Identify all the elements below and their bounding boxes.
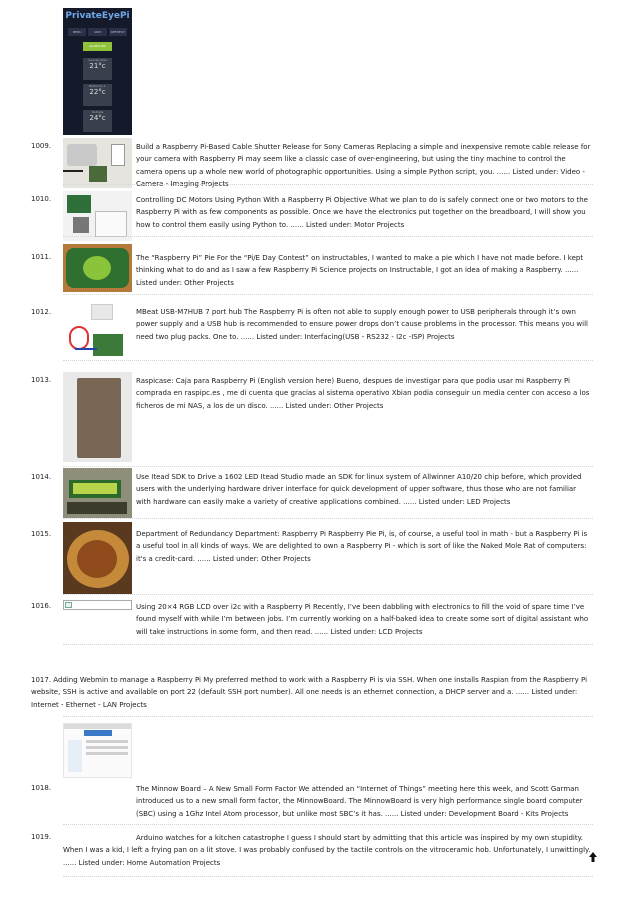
entry-number: 1012. [31,308,52,316]
divider [63,466,593,467]
entry-thumbnail [63,522,132,594]
entry-text: Use Itead SDK to Drive a 1602 LED Itead Studio made an SDK for linux system of Allwinner A10/20 chip before, which provided users with the underlying hardware driver interface for quick development of upper software, thus those who are not familiar with hardware can easily make a variety of creative applications combined. ...... Listed under: LED Projects [136,473,582,506]
zone-label: Bedroom 1 [89,84,106,88]
divider [63,644,593,645]
zone-temp: 22°c [89,88,106,96]
entry-thumbnail [63,138,132,188]
divider [63,518,593,519]
divider [63,184,593,185]
entry-text: Using 20×4 RGB LCD over i2c with a Raspberry Pi Recently, I’ve been dabbling with electronics to fill the void of spare time I’ve found myself with while I’m between jobs. I’m currently working on a half-baked idea to create some sort of digital assistant who will take instructions in some form, and then read. ...... Listed under: LCD Projects [136,603,589,636]
entry-number: 1011. [31,253,52,261]
refresh-button: REFRESH [109,28,127,36]
scroll-to-top-icon[interactable] [588,851,598,863]
divider [63,236,593,237]
zone-label: Outside [91,110,104,114]
entry-number: 1017. [31,676,52,684]
divider [63,360,593,361]
entry-text: MBeat USB-M7HUB 7 port hub The Raspberry Pi is often not able to supply enough power to USB peripherals through it’s own power supply and a USB hub is recommended to ensure power drops don’t cause problems in the processor. This means you will need two plug packs. One to. ...... Listed under: Interfacing(USB - RS232 - I2c -ISP) Projects [136,308,588,341]
zone-temp: 21°c [89,62,106,70]
entry-number: 1016. [31,602,52,610]
divider [63,594,593,595]
entry-thumbnail [63,372,132,462]
entry-text: Adding Webmin to manage a Raspberry Pi My preferred method to work with a Raspberry Pi is via SSH. When one installs Raspian from the Raspberry Pi website, SSH is active and available on port 22 (default SSH port number). All one needs is an ethernet connection, a DHCP server and a. ...... Listed under: Internet - Ethernet - LAN Projects [31,676,588,709]
entry-text-block [31,674,593,711]
divider [63,294,593,295]
entry-text: Raspicase: Caja para Raspberry Pi (English version here) Bueno, despues de investigar para que podia usar mi Raspberry Pi comprada en raspipc.es , me di cuenta que gracias al sistema operativo Xbian podia conseguir un media center con acceso a los ficheros de mi NAS, a los de un disco. ...... Listed under: Other Projects [136,377,590,410]
zone-outside [83,110,112,132]
privateeyepi-screenshot [63,8,132,135]
zone-label: Lounge Area [88,58,107,62]
entry-thumbnail [63,723,132,778]
entry-number: 1010. [31,195,52,203]
entry-thumbnail [63,300,132,366]
alarm-status: ALARM ON [83,42,112,51]
entry-number: 1014. [31,473,52,481]
privateeyepi-title: PrivateEyePi [65,11,130,21]
divider [63,876,593,877]
entry-number: 1015. [31,530,52,538]
zone-temp: 24°c [89,114,106,122]
entry-thumbnail [63,191,132,241]
entry-text: The “Raspberry Pi” Pie For the “Pi/E Day Contest” on instructables, I wanted to make a pie which I have not made before. I kept thinking what to do and as I saw a few Raspberry Pi Science projects on Instructable, I got an idea of making a Raspberry. ...... Listed under: Other Projects [136,254,584,287]
zone-lounge [83,58,112,80]
entry-thumbnail [63,244,132,292]
entry-number: 1019. [31,833,52,841]
arm-button: ARM [88,28,106,36]
entry-text: Build a Raspberry Pi-Based Cable Shutter Release for Sony Cameras Replacing a simple and inexpensive remote cable release for your camera with Raspberry Pi may seem like a classic case of over-engineering, but using the tiny machine to control the camera opens up a whole new world of photographic opportunities. Using a simple Python script, you. ...... Listed under: Video - Camera - Imaging Projects [136,143,591,189]
divider [63,824,593,825]
menu-button: MENU [68,28,86,36]
entry-text: Arduino watches for a kitchen catastrophe I guess I should start by admitting that this article was inspired by my own stupidity. When I was a kid, I left a frying pan on a lit stove. I was probably confused by the tactile controls on the vitroceramic hob. Unfortunately, I unwittingly. ...... Listed under: Home Automation Projects [63,834,591,867]
zone-bedroom [83,84,112,106]
entry-number: 1009. [31,142,52,150]
entry-text: Controlling DC Motors Using Python With a Raspberry Pi Objective What we plan to do is safely connect one or two motors to the Raspberry Pi with as few components as possible. Once we have the electronics put together on the breadboard, I will show you how to control them easily using Python to. ...... Listed under: Motor Projects [136,196,588,229]
entry-thumbnail [63,468,132,518]
entry-number: 1013. [31,376,52,384]
broken-image-icon [63,600,132,610]
entry-number: 1018. [31,784,52,792]
entry-text: Department of Redundancy Department: Raspberry Pi Raspberry Pie Pi, is, of course, a useful tool in math - but a Raspberry Pi is a useful tool in all kinds of ways. We are delighted to own a Raspberry Pi - which is sort of like the Naked Mole Rat of computers: it's a credit-card. ...... Listed under: Other Projects [136,530,588,563]
divider [63,716,593,717]
entry-text: The Minnow Board – A New Small Form Factor We attended an “Internet of Things” meeting here this week, and Scott Garman introduced us to a new small form factor, the MinnowBoard. The MinnowBoard is very high performance single board computer (SBC) using a 1Ghz Intel Atom processor, but unlike most SBC’s it has. ...... Listed under: Development Board - Kits Projects [136,785,583,818]
